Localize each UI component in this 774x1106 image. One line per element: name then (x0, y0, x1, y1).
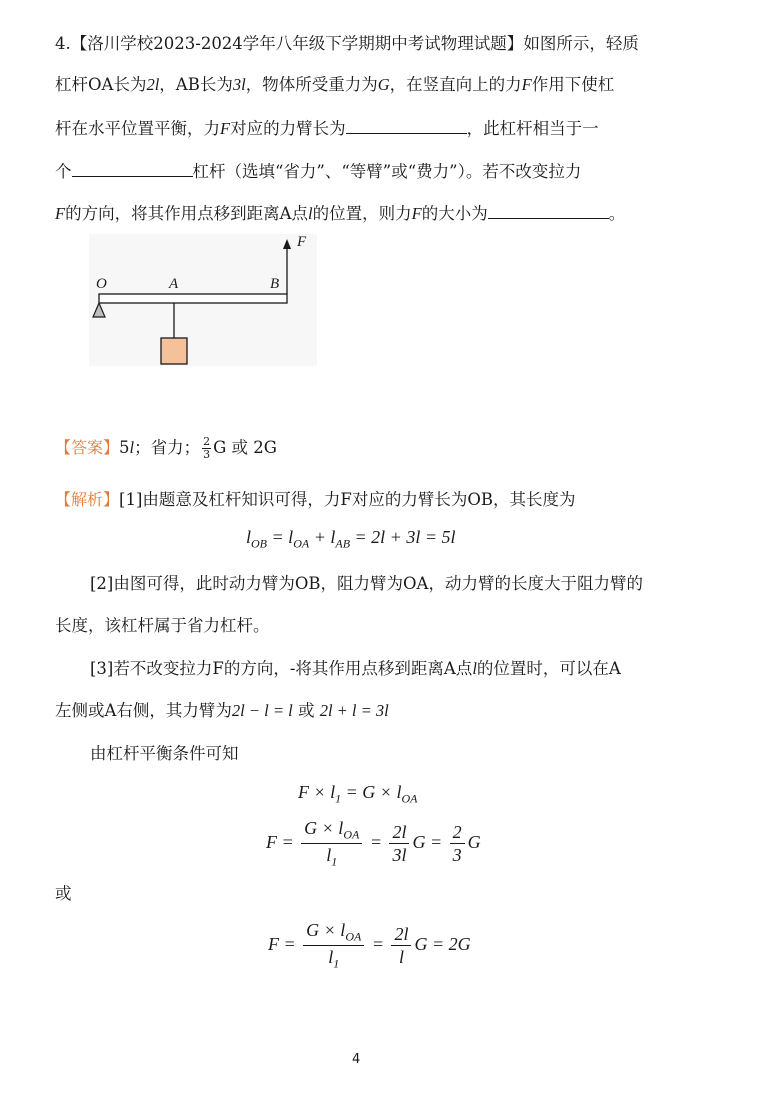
question-text: 的大小为 (421, 204, 488, 223)
math-sub: OA (343, 827, 360, 842)
fraction-denominator: 3 (452, 845, 462, 866)
math-op: = (365, 832, 387, 853)
question-line-3 (55, 115, 599, 139)
analysis-text: 由杠杆平衡条件可知 (90, 744, 239, 763)
math-sub: 1 (335, 791, 342, 806)
math-op: + (309, 527, 331, 547)
analysis-text: 长度，该杠杆属于省力杠杆。 (55, 616, 270, 635)
analysis-line-2 (90, 570, 643, 594)
fraction (391, 924, 411, 968)
weight-block (161, 338, 187, 364)
math-sub: OA (345, 929, 362, 944)
math-var: F (55, 204, 66, 223)
math-var: l (472, 659, 477, 678)
label-B: B (270, 276, 280, 292)
answer-text: G 或 2G (213, 438, 277, 457)
math-var: l (330, 527, 336, 547)
question-line-5 (55, 200, 625, 224)
math-expr: G × l (306, 920, 346, 940)
fraction-denominator (323, 844, 340, 869)
answer-text: 5 (119, 438, 130, 457)
equation-balance (298, 782, 417, 807)
fraction-denominator: 3l (392, 845, 407, 866)
analysis-line-1 (55, 486, 576, 510)
math-expr: F × l (298, 782, 336, 802)
fraction-numerator (301, 818, 362, 844)
math-var: l (129, 438, 135, 457)
fraction (303, 920, 364, 972)
math-var: l (328, 947, 334, 968)
math-expr: = 2l + 3l = 5l (350, 527, 456, 547)
math-expr: 2l + l = 3l (319, 701, 389, 720)
analysis-line-5 (55, 697, 389, 721)
question-line-4 (55, 158, 581, 182)
question-text: 如图所示，轻质 (523, 34, 639, 53)
math-sub: OA (401, 791, 418, 806)
question-text: 对应的力臂长为 (230, 119, 346, 138)
fraction-numerator: 2l (391, 924, 411, 947)
fraction-numerator: 2 (450, 822, 465, 845)
question-text: ，AB长为 (159, 75, 233, 94)
question-text: 杆在水平位置平衡，力 (55, 119, 220, 138)
equation-f-1 (266, 818, 481, 870)
question-line-2 (55, 71, 614, 95)
math-var: 2l (146, 75, 160, 94)
math-expr: G = 2G (414, 934, 471, 955)
math-expr: F = (268, 934, 301, 955)
math-expr: G = (412, 832, 447, 853)
answer-line (55, 434, 277, 461)
question-text: ，此杠杆相当于一 (466, 119, 599, 138)
fraction (301, 818, 362, 870)
fraction-denominator (325, 946, 342, 971)
math-expr: = G × l (341, 782, 402, 802)
analysis-text: 或 (55, 884, 72, 903)
analysis-line-6 (90, 740, 239, 764)
math-var: 3l (232, 75, 246, 94)
math-var: G (377, 75, 390, 94)
fraction (450, 822, 465, 866)
analysis-text: 的位置时，可以在A (476, 659, 621, 678)
answer-text: ；省力； (134, 438, 201, 457)
analysis-label: 【解析】 (55, 490, 120, 509)
math-sub: AB (335, 536, 351, 551)
math-var: l (308, 204, 313, 223)
fraction (389, 822, 409, 866)
math-sub: 1 (331, 854, 338, 869)
math-var: l (326, 845, 332, 866)
math-sub: 1 (333, 956, 340, 971)
fraction-numerator: 2l (389, 822, 409, 845)
question-line-1 (55, 30, 639, 54)
question-text: 作用下使杠 (531, 75, 615, 94)
label-A: A (169, 276, 179, 292)
question-text: 杠杆（选填“省力”、“等臂”或“费力”）。若不改变拉力 (192, 162, 582, 181)
equation-f-2 (268, 920, 471, 972)
math-sub: OB (251, 536, 268, 551)
math-var: F (521, 75, 532, 94)
analysis-text: 或 (292, 701, 320, 720)
math-op: = (367, 934, 389, 955)
math-expr: F = (266, 832, 299, 853)
analysis-text: [3]若不改变拉力F的方向，-将其作用点移到距离A点 (90, 659, 473, 678)
math-var: l (288, 527, 294, 547)
answer-fraction (202, 436, 211, 460)
math-expr: 2l − l = l (231, 701, 293, 720)
answer-blank-3[interactable] (488, 204, 609, 219)
question-text: 的方向，将其作用点移到距离A点 (65, 204, 309, 223)
question-text: ，物体所受重力为 (245, 75, 378, 94)
equation-lob (246, 527, 455, 552)
question-text: 个 (55, 162, 72, 181)
question-number: 4. (55, 34, 71, 53)
math-var: F (411, 204, 422, 223)
analysis-line-3 (55, 612, 270, 636)
math-var: l (246, 527, 252, 547)
question-source: 【洛川学校2023-2024学年八年级下学期期中考试物理试题】 (70, 34, 524, 53)
math-op: = (267, 527, 289, 547)
question-text: ，在竖直向上的力 (389, 75, 522, 94)
question-text: 。 (608, 204, 626, 223)
fraction-denominator: 3 (203, 448, 211, 461)
analysis-line-4 (90, 655, 621, 679)
fraction-numerator (303, 920, 364, 946)
label-O: O (96, 276, 107, 292)
math-var: F (220, 119, 231, 138)
question-text: 杠杆OA长为 (55, 75, 147, 94)
fraction-numerator: 2 (203, 435, 211, 449)
analysis-text: 左侧或A右侧，其力臂为 (55, 701, 232, 720)
label-F: F (297, 234, 307, 250)
page-number: 4 (352, 1052, 361, 1067)
answer-label: 【答案】 (55, 438, 120, 457)
question-text: 的位置，则力 (312, 204, 412, 223)
analysis-text: [2]由图可得，此时动力臂为OB，阻力臂为OA，动力臂的长度大于阻力臂的 (90, 574, 643, 593)
analysis-or (55, 880, 72, 904)
answer-blank-2[interactable] (72, 162, 193, 177)
lever-figure (85, 230, 325, 370)
lever-bar (99, 294, 287, 303)
answer-blank-1[interactable] (346, 119, 467, 134)
math-expr: G × l (304, 818, 344, 838)
math-sub: OA (293, 536, 310, 551)
fraction-denominator: l (398, 947, 404, 968)
math-var: G (467, 832, 481, 853)
analysis-text: [1]由题意及杠杆知识可得，力F对应的力臂长为OB，其长度为 (119, 490, 576, 509)
